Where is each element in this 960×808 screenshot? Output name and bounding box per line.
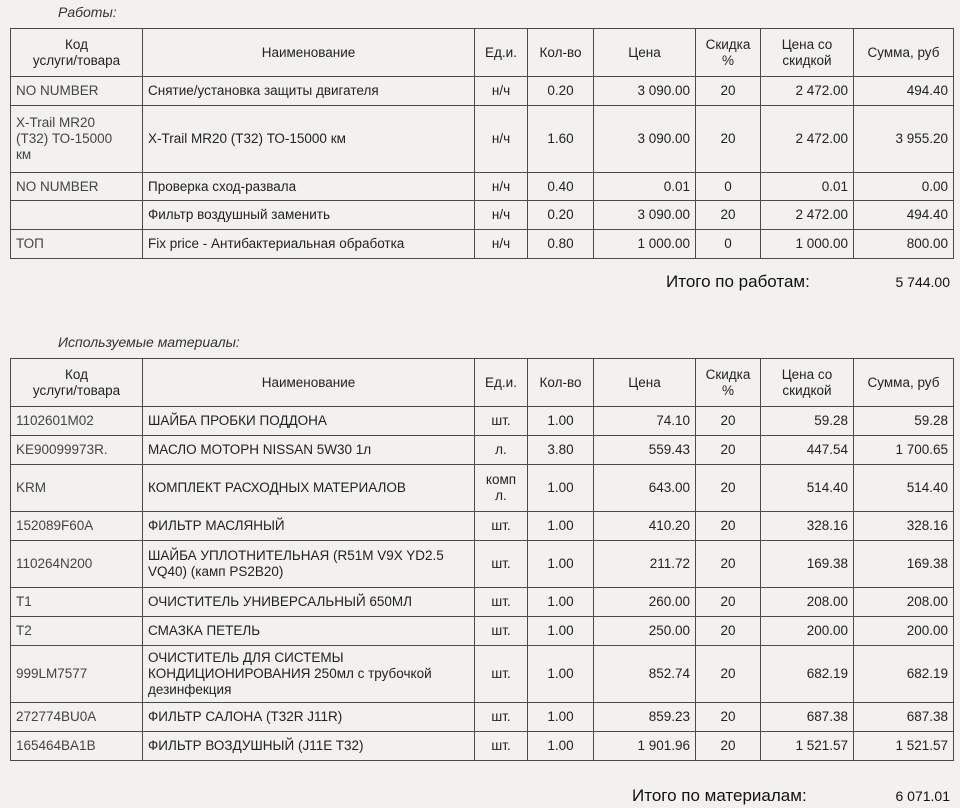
table-row: [11, 201, 954, 230]
cell-discount: 20: [696, 106, 761, 173]
cell-qty: 3.80: [528, 436, 594, 465]
cell-name: Фильтр воздушный заменить: [143, 201, 475, 230]
cell-discount: 20: [696, 541, 761, 588]
header-name: Наименование: [143, 359, 475, 407]
cell-sum: 200.00: [854, 617, 954, 646]
header-discounted-price: Цена со скидкой: [761, 359, 854, 407]
cell-price: 3 090.00: [594, 106, 696, 173]
header-code: Код услуги/товара: [11, 29, 143, 77]
cell-unit: шт.: [475, 703, 528, 732]
cell-discount: 0: [696, 173, 761, 201]
header-unit: Ед.и.: [475, 359, 528, 407]
cell-code: NO NUMBER: [11, 77, 143, 106]
cell-qty: 1.00: [528, 703, 594, 732]
cell-name: ФИЛЬТР ВОЗДУШНЫЙ (J11E T32): [143, 732, 475, 761]
table-row: [11, 732, 954, 761]
cell-unit: н/ч: [475, 230, 528, 259]
table-row: [11, 646, 954, 703]
cell-qty: 0.20: [528, 77, 594, 106]
cell-sum: 208.00: [854, 588, 954, 617]
materials-total-label: Итого по материалам:: [632, 786, 807, 805]
cell-price: 859.23: [594, 703, 696, 732]
cell-name: ФИЛЬТР САЛОНА (T32R J11R): [143, 703, 475, 732]
header-code: Код услуги/товара: [11, 359, 143, 407]
cell-price: 3 090.00: [594, 201, 696, 230]
cell-qty: 1.00: [528, 465, 594, 512]
cell-code: 272774BU0A: [11, 703, 143, 732]
cell-sum: 494.40: [854, 77, 954, 106]
table-row: [11, 77, 954, 106]
cell-price: 852.74: [594, 646, 696, 703]
cell-price: 410.20: [594, 512, 696, 541]
works-table: [10, 28, 954, 259]
cell-name: Fix price - Антибактериальная обработка: [143, 230, 475, 259]
table-row: [11, 436, 954, 465]
cell-code: 110264N200: [11, 541, 143, 588]
cell-price: 1 000.00: [594, 230, 696, 259]
cell-discount: 20: [696, 732, 761, 761]
cell-name: ШАЙБА УПЛОТНИТЕЛЬНАЯ (R51M V9X YD2.5 VQ40) (камп PS2B20): [143, 541, 475, 588]
cell-name: Проверка сход-развала: [143, 173, 475, 201]
cell-discount: 20: [696, 407, 761, 436]
cell-price: 260.00: [594, 588, 696, 617]
cell-price: 0.01: [594, 173, 696, 201]
cell-sum: 494.40: [854, 201, 954, 230]
works-total-label: Итого по работам:: [666, 272, 810, 291]
cell-code: X-Trail MR20 (T32) ТО-15000 км: [11, 106, 143, 173]
table-row: [11, 106, 954, 173]
cell-qty: 0.40: [528, 173, 594, 201]
cell-unit: шт.: [475, 512, 528, 541]
cell-sum: 1 521.57: [854, 732, 954, 761]
cell-sum: 682.19: [854, 646, 954, 703]
cell-qty: 1.00: [528, 588, 594, 617]
materials-total-value: 6 071.01: [895, 788, 950, 804]
cell-qty: 1.00: [528, 646, 594, 703]
cell-name: ШАЙБА ПРОБКИ ПОДДОНА: [143, 407, 475, 436]
cell-qty: 1.00: [528, 732, 594, 761]
table-row: [11, 512, 954, 541]
materials-header-row: [11, 359, 954, 407]
works-section-title: Работы:: [58, 4, 117, 20]
cell-discount: 20: [696, 646, 761, 703]
cell-name: ОЧИСТИТЕЛЬ УНИВЕРСАЛЬНЫЙ 650МЛ: [143, 588, 475, 617]
cell-code: ТОП: [11, 230, 143, 259]
header-discount: Скидка %: [696, 359, 761, 407]
header-unit: Ед.и.: [475, 29, 528, 77]
header-discounted-price: Цена со скидкой: [761, 29, 854, 77]
cell-sum: 169.38: [854, 541, 954, 588]
cell-sum: 687.38: [854, 703, 954, 732]
table-row: [11, 407, 954, 436]
cell-discounted-price: 682.19: [761, 646, 854, 703]
materials-body: [11, 407, 954, 761]
table-row: [11, 465, 954, 512]
cell-unit: шт.: [475, 732, 528, 761]
cell-discounted-price: 687.38: [761, 703, 854, 732]
cell-unit: шт.: [475, 617, 528, 646]
works-header-row: [11, 29, 954, 77]
cell-discount: 20: [696, 617, 761, 646]
cell-price: 74.10: [594, 407, 696, 436]
cell-qty: 1.00: [528, 512, 594, 541]
cell-qty: 1.60: [528, 106, 594, 173]
cell-unit: шт.: [475, 407, 528, 436]
header-qty: Кол-во: [528, 29, 594, 77]
cell-code: 999LM7577: [11, 646, 143, 703]
cell-discounted-price: 514.40: [761, 465, 854, 512]
cell-code: 1102601M02: [11, 407, 143, 436]
cell-unit: шт.: [475, 541, 528, 588]
header-price: Цена: [594, 359, 696, 407]
cell-qty: 1.00: [528, 407, 594, 436]
cell-qty: 0.80: [528, 230, 594, 259]
table-row: [11, 541, 954, 588]
cell-discount: 20: [696, 588, 761, 617]
cell-sum: 1 700.65: [854, 436, 954, 465]
cell-sum: 3 955.20: [854, 106, 954, 173]
header-sum: Сумма, руб: [854, 359, 954, 407]
materials-section-title: Используемые материалы:: [58, 334, 240, 350]
cell-unit: н/ч: [475, 173, 528, 201]
cell-price: 1 901.96: [594, 732, 696, 761]
materials-table: [10, 358, 954, 761]
cell-qty: 1.00: [528, 617, 594, 646]
cell-name: СМАЗКА ПЕТЕЛЬ: [143, 617, 475, 646]
header-price: Цена: [594, 29, 696, 77]
cell-name: КОМПЛЕКТ РАСХОДНЫХ МАТЕРИАЛОВ: [143, 465, 475, 512]
cell-code: NO NUMBER: [11, 173, 143, 201]
cell-discounted-price: 0.01: [761, 173, 854, 201]
cell-code: T1: [11, 588, 143, 617]
cell-qty: 1.00: [528, 541, 594, 588]
works-total-value: 5 744.00: [895, 274, 950, 290]
cell-sum: 328.16: [854, 512, 954, 541]
cell-sum: 59.28: [854, 407, 954, 436]
cell-code: T2: [11, 617, 143, 646]
cell-discounted-price: 2 472.00: [761, 77, 854, 106]
cell-code: KE90099973R.: [11, 436, 143, 465]
cell-price: 211.72: [594, 541, 696, 588]
cell-unit: шт.: [475, 646, 528, 703]
cell-unit: н/ч: [475, 77, 528, 106]
cell-name: ОЧИСТИТЕЛЬ ДЛЯ СИСТЕМЫ КОНДИЦИОНИРОВАНИЯ 250мл с трубочкой дезинфекция: [143, 646, 475, 703]
cell-name: X-Trail MR20 (T32) ТО-15000 км: [143, 106, 475, 173]
cell-price: 3 090.00: [594, 77, 696, 106]
cell-discounted-price: 208.00: [761, 588, 854, 617]
cell-discounted-price: 328.16: [761, 512, 854, 541]
cell-discount: 20: [696, 77, 761, 106]
cell-discounted-price: 2 472.00: [761, 201, 854, 230]
cell-discounted-price: 2 472.00: [761, 106, 854, 173]
cell-code: KRM: [11, 465, 143, 512]
cell-name: Снятие/установка защиты двигателя: [143, 77, 475, 106]
cell-unit: н/ч: [475, 106, 528, 173]
cell-discounted-price: 169.38: [761, 541, 854, 588]
works-body: [11, 77, 954, 259]
cell-discounted-price: 1 000.00: [761, 230, 854, 259]
cell-discount: 20: [696, 201, 761, 230]
table-row: [11, 173, 954, 201]
cell-discounted-price: 200.00: [761, 617, 854, 646]
table-row: [11, 617, 954, 646]
table-row: [11, 588, 954, 617]
cell-discount: 20: [696, 703, 761, 732]
cell-code: [11, 201, 143, 230]
cell-code: 165464BA1B: [11, 732, 143, 761]
cell-sum: 514.40: [854, 465, 954, 512]
cell-discount: 0: [696, 230, 761, 259]
header-discount: Скидка %: [696, 29, 761, 77]
cell-price: 250.00: [594, 617, 696, 646]
cell-unit: шт.: [475, 588, 528, 617]
header-sum: Сумма, руб: [854, 29, 954, 77]
cell-code: 152089F60A: [11, 512, 143, 541]
cell-discounted-price: 1 521.57: [761, 732, 854, 761]
cell-price: 559.43: [594, 436, 696, 465]
cell-sum: 0.00: [854, 173, 954, 201]
header-qty: Кол-во: [528, 359, 594, 407]
cell-discount: 20: [696, 512, 761, 541]
cell-discount: 20: [696, 465, 761, 512]
cell-discounted-price: 59.28: [761, 407, 854, 436]
table-row: [11, 230, 954, 259]
table-row: [11, 703, 954, 732]
cell-unit: л.: [475, 436, 528, 465]
cell-sum: 800.00: [854, 230, 954, 259]
cell-unit: н/ч: [475, 201, 528, 230]
cell-price: 643.00: [594, 465, 696, 512]
cell-discount: 20: [696, 436, 761, 465]
cell-qty: 0.20: [528, 201, 594, 230]
cell-name: ФИЛЬТР МАСЛЯНЫЙ: [143, 512, 475, 541]
cell-discounted-price: 447.54: [761, 436, 854, 465]
header-name: Наименование: [143, 29, 475, 77]
cell-name: МАСЛО МОТОРН NISSAN 5W30 1л: [143, 436, 475, 465]
cell-unit: комп л.: [475, 465, 528, 512]
